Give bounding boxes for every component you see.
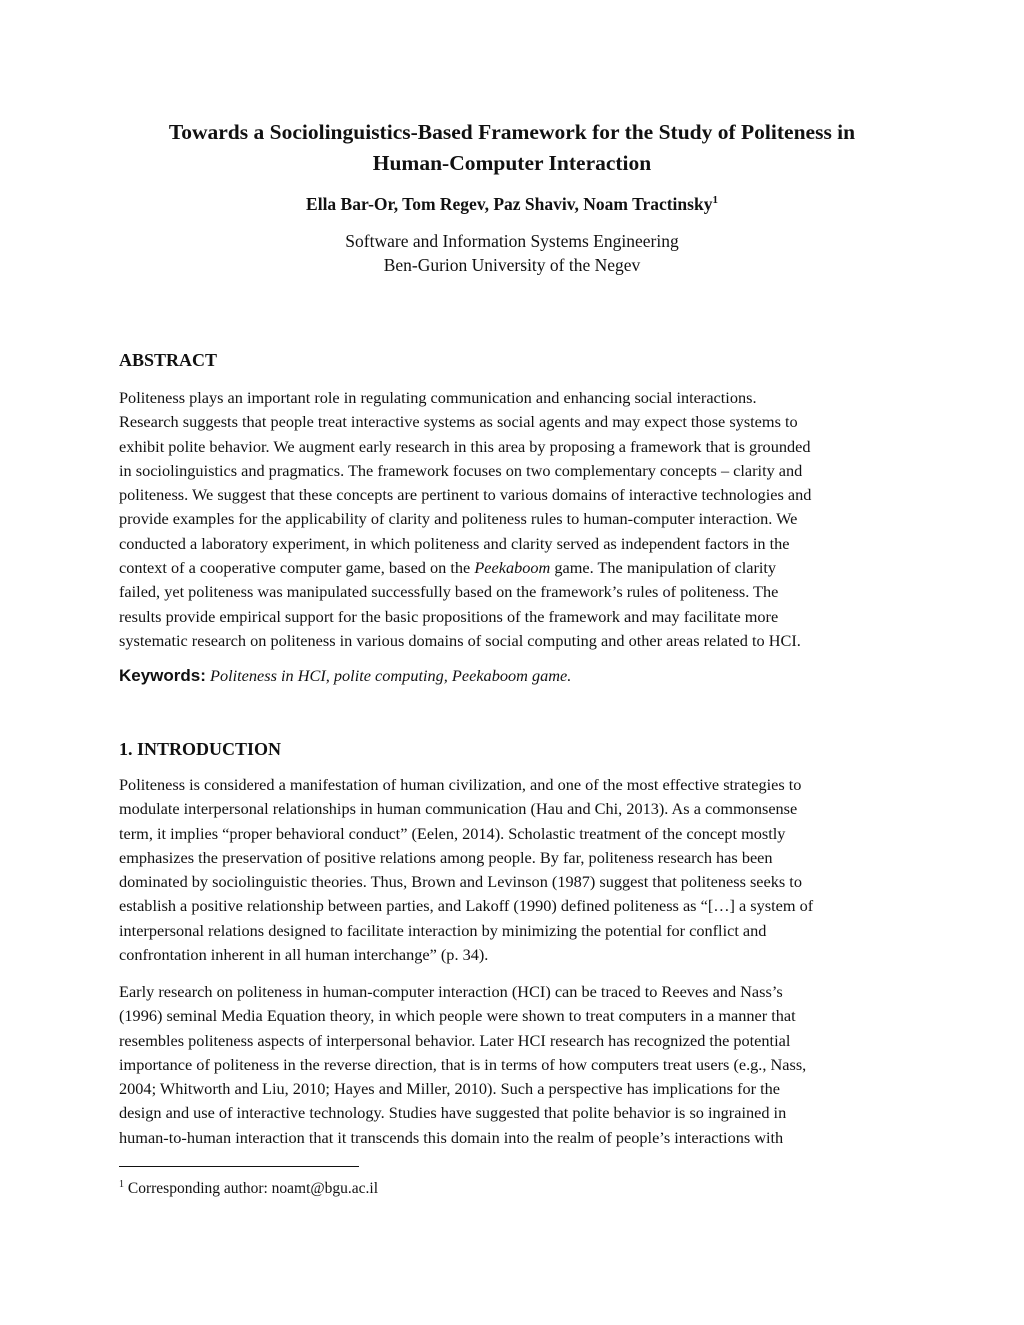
abstract-line: failed, yet politeness was manipulated successfully based on the framework’s rules of politeness. The	[119, 582, 779, 602]
footnote-mark: 1	[119, 1179, 124, 1190]
intro-line: importance of politeness in the reverse direction, that is in terms of how computers treat users (e.g., Nass,	[119, 1054, 807, 1074]
abstract-line: systematic research on politeness in various domains of social computing and other areas related to HCI.	[119, 630, 801, 650]
intro-line: emphasizes the preservation of positive relations among people. By far, politeness research has been	[119, 847, 773, 867]
intro-line: resembles politeness aspects of interpersonal behavior. Later HCI research has recognized the potential	[119, 1030, 791, 1050]
title-line-1: Towards a Sociolinguistics-Based Framework for the Study of Politeness in	[168, 120, 856, 144]
intro-line: confrontation inherent in all human interchange” (p. 34).	[119, 945, 489, 965]
keywords-text: Politeness in HCI, polite computing, Peekaboom game.	[210, 666, 572, 685]
abstract-line: results provide empirical support for the basic propositions of the framework and may facilitate more	[119, 606, 779, 626]
intro-line: Early research on politeness in human-computer interaction (HCI) can be traced to Reeves and Nass’s	[119, 982, 783, 1001]
abstract-line-with-italic	[119, 556, 909, 580]
abstract-body	[119, 386, 909, 653]
intro-line: human-to-human interaction that it transcends this domain into the realm of people’s interactions with	[119, 1127, 784, 1147]
affiliation-line-1: Software and Information Systems Engineering	[345, 231, 679, 251]
authors-names: Ella Bar-Or, Tom Regev, Paz Shaviv, Noam Tractinsky	[306, 194, 713, 214]
footnote-text: Corresponding author: noamt@bgu.ac.il	[124, 1180, 379, 1197]
author-footnote-mark: 1	[712, 194, 718, 206]
abstract-heading: ABSTRACT	[119, 350, 218, 370]
abstract-line: provide examples for the applicability of clarity and politeness rules to human-computer interaction. We	[119, 509, 798, 529]
intro-line: interpersonal relations designed to facilitate interaction by minimizing the potential for conflict and	[119, 920, 767, 940]
intro-line: term, it implies “proper behavioral conduct” (Eelen, 2014). Scholastic treatment of the concept mostly	[119, 823, 786, 843]
paper-title	[100, 117, 924, 179]
abstract-line: Research suggests that people treat interactive systems as social agents and may expect those systems to	[119, 412, 798, 432]
abstract-line: exhibit polite behavior. We augment early research in this area by proposing a framework that is grounded	[119, 436, 811, 456]
title-line-2: Human-Computer Interaction	[372, 151, 652, 175]
game-name-italic: Peekaboom	[474, 558, 551, 578]
abstract-line: politeness. We suggest that these concepts are pertinent to various domains of interactive technologies and	[119, 485, 812, 505]
author-list	[100, 192, 924, 216]
abstract-line-head: context of a cooperative computer game, based on the	[119, 558, 475, 578]
abstract-line: conducted a laboratory experiment, in which politeness and clarity served as independent factors in the	[119, 533, 790, 553]
intro-line: 2004; Whitworth and Liu, 2010; Hayes and Miller, 2010). Such a perspective has implications for the	[119, 1079, 781, 1099]
intro-line: Politeness is considered a manifestation of human civilization, and one of the most effective strategies to	[119, 775, 802, 794]
abstract-line: in sociolinguistics and pragmatics. The framework focuses on two complementary concepts – clarity and	[119, 460, 803, 480]
introduction-heading: 1. INTRODUCTION	[119, 739, 282, 759]
intro-line: establish a positive relationship between parties, and Lakoff (1990) defined politeness as “[…] a system of	[119, 896, 814, 916]
introduction-paragraph-2	[119, 980, 909, 1150]
abstract-line: Politeness plays an important role in regulating communication and enhancing social interactions.	[119, 388, 757, 407]
abstract-line-tail: game. The manipulation of clarity	[550, 558, 777, 578]
footnote-divider	[119, 1166, 359, 1167]
affiliation	[100, 229, 924, 277]
footnote	[119, 1178, 378, 1200]
affiliation-line-2: Ben-Gurion University of the Negev	[383, 255, 641, 275]
keywords	[119, 664, 571, 688]
intro-line: (1996) seminal Media Equation theory, in which people were shown to treat computers in a manner that	[119, 1006, 796, 1026]
intro-line: design and use of interactive technology. Studies have suggested that polite behavior is so ingrained in	[119, 1103, 787, 1123]
keywords-label: Keywords:	[119, 666, 206, 685]
introduction-paragraph-1	[119, 773, 909, 967]
intro-line: modulate interpersonal relationships in human communication (Hau and Chi, 2013). As a commonsense	[119, 799, 798, 819]
intro-line: dominated by sociolinguistic theories. Thus, Brown and Levinson (1987) suggest that politeness seeks to	[119, 872, 802, 892]
